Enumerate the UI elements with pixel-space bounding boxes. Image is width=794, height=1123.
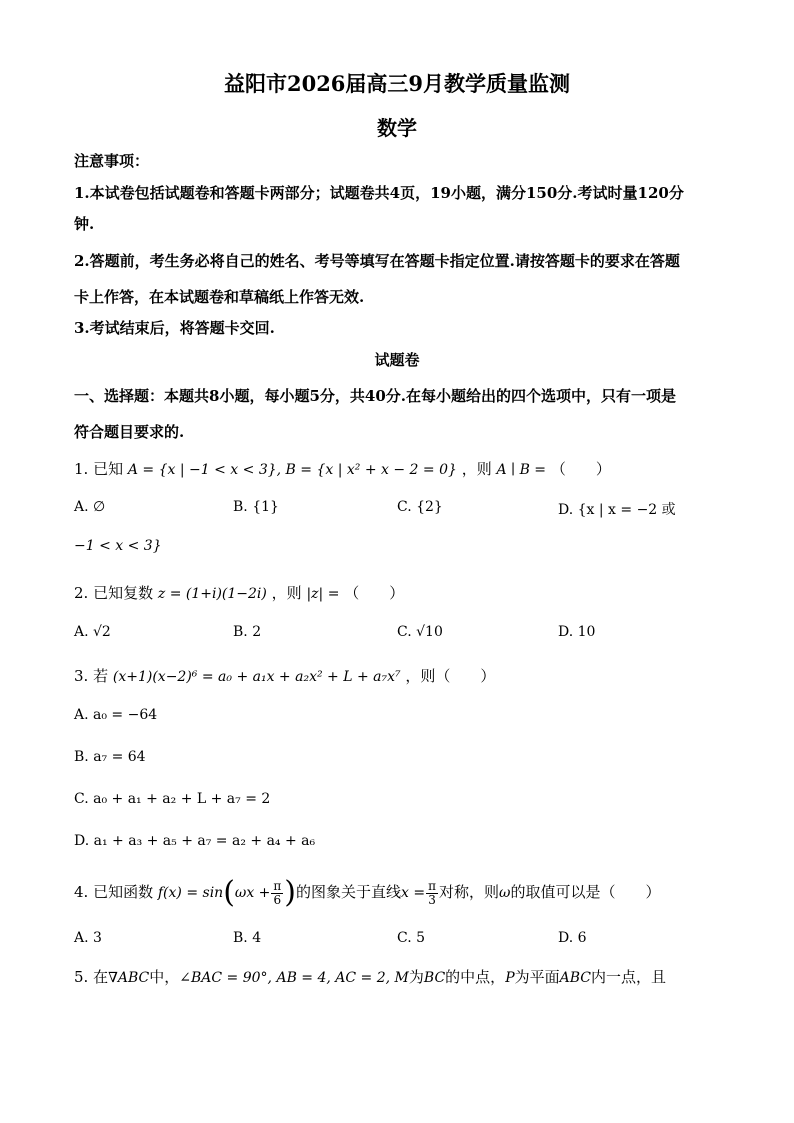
q3-option-b: B. a₇ = 64 xyxy=(74,749,146,765)
q1-suffix: ，则 xyxy=(461,460,492,478)
q4-frac2-num: π xyxy=(428,878,436,893)
q1-option-c: C. {2} xyxy=(397,499,443,515)
q5-mid4: 为平面 xyxy=(514,968,560,986)
q3-option-c: C. a₀ + a₁ + a₂ + L + a₇ = 2 xyxy=(74,791,271,807)
q3-option-a: A. a₀ = −64 xyxy=(74,707,158,723)
q2-prefix: 2. 已知复数 xyxy=(74,584,154,602)
q1-option-a: A. ∅ xyxy=(74,499,106,515)
question-5 xyxy=(74,966,666,987)
q4-fraction-2 xyxy=(426,880,438,907)
q4-fraction-1 xyxy=(271,880,283,907)
q4-prefix: 4. 已知函数 xyxy=(74,883,154,901)
question-4 xyxy=(74,870,660,915)
q2-option-a: A. √2 xyxy=(74,624,111,640)
section1-heading: 一、选择题：本题共8小题，每小题5分，共40分.在每小题给出的四个选项中，只有一项是 xyxy=(74,387,676,405)
q5-suffix: 内一点，且 xyxy=(591,968,667,986)
exam-title: 益阳市2026届高三9月教学质量监测 xyxy=(223,71,571,96)
q4-option-c: C. 5 xyxy=(397,930,426,946)
q2-math: z = (1+i)(1−2i) xyxy=(157,586,267,602)
q4-frac1-num: π xyxy=(273,878,282,893)
notice-item-2: 2.答题前，考生务必将自己的姓名、考号等填写在答题卡指定位置.请按答题卡的要求在答题 xyxy=(74,252,680,270)
q1-option-b: B. {1} xyxy=(233,499,279,515)
q1-math2: A ∣ B = xyxy=(496,462,547,478)
q4-suffix: 的取值可以是（ ） xyxy=(510,883,661,901)
notice-item-1: 1.本试卷包括试题卷和答题卡两部分；试题卷共4页，19小题，满分150分.考试时量120分 xyxy=(74,184,684,202)
q4-option-d: D. 6 xyxy=(558,930,587,946)
q5-bc: BC xyxy=(423,970,446,986)
q2-option-c: C. √10 xyxy=(397,624,443,640)
notice-item-3: 3.考试结束后，将答题卡交回. xyxy=(74,319,275,337)
subject-title: 数学 xyxy=(377,116,417,140)
q3-prefix: 3. 若 xyxy=(74,667,109,685)
notice-item-2-cont: 卡上作答，在本试题卷和草稿纸上作答无效. xyxy=(74,288,365,306)
notice-heading: 注意事项： xyxy=(74,152,150,170)
q4-mid2: 对称，则 xyxy=(439,883,500,901)
question-2 xyxy=(74,582,404,603)
q4-option-a: A. 3 xyxy=(74,930,102,946)
q1-option-d: D. {x | x = −2 或 xyxy=(558,502,676,518)
q4-omega: ω xyxy=(499,885,511,901)
q4-fx: f(x) = sin xyxy=(157,885,224,901)
q1-paren: （ ） xyxy=(550,460,611,478)
q5-math: ∠BAC = 90°, AB = 4, AC = 2, M xyxy=(179,970,409,986)
q3-math: (x+1)(x−2)⁶ = a₀ + a₁x + a₂x² + L + a₇x⁷ xyxy=(112,669,401,685)
q3-suffix: ，则（ ） xyxy=(405,667,496,685)
q2-math2: |z| = xyxy=(306,586,340,602)
q4-frac2-den: 3 xyxy=(428,892,436,907)
section1-heading-cont: 符合题目要求的. xyxy=(74,423,185,441)
q5-p: P xyxy=(505,970,515,986)
section-label: 试题卷 xyxy=(374,351,420,369)
notice-item-1-cont: 钟. xyxy=(74,215,95,233)
q4-frac1-den: 6 xyxy=(273,892,282,907)
q4-paren-open: ( xyxy=(223,875,235,910)
q4-arg: ωx + xyxy=(234,885,271,901)
q2-paren: （ ） xyxy=(344,584,405,602)
q4-mid: 的图象关于直线 xyxy=(296,883,402,901)
q5-abc: ABC xyxy=(559,970,591,986)
q1-prefix: 1. 已知 xyxy=(74,460,124,478)
q4-option-b: B. 4 xyxy=(233,930,262,946)
q1-math: A = {x | −1 < x < 3}, B = {x | x² + x − 2 = 0} xyxy=(127,462,457,478)
q1-option-d-cont: −1 < x < 3} xyxy=(74,538,162,554)
question-3 xyxy=(74,665,495,686)
q2-option-d: D. 10 xyxy=(558,624,596,640)
q5-mid3: 的中点， xyxy=(445,968,506,986)
question-1 xyxy=(74,458,611,479)
q4-paren-close: ) xyxy=(284,875,297,910)
q2-option-b: B. 2 xyxy=(233,624,262,640)
q3-option-d: D. a₁ + a₃ + a₅ + a₇ = a₂ + a₄ + a₆ xyxy=(74,833,316,849)
q5-prefix: 5. 在 xyxy=(74,968,109,986)
q5-tri: ∇ABC xyxy=(108,970,150,986)
q4-xeq: x = xyxy=(401,885,426,901)
q5-mid1: 中， xyxy=(149,968,180,986)
q2-suffix: ，则 xyxy=(271,584,302,602)
q5-mid2: 为 xyxy=(408,968,424,986)
